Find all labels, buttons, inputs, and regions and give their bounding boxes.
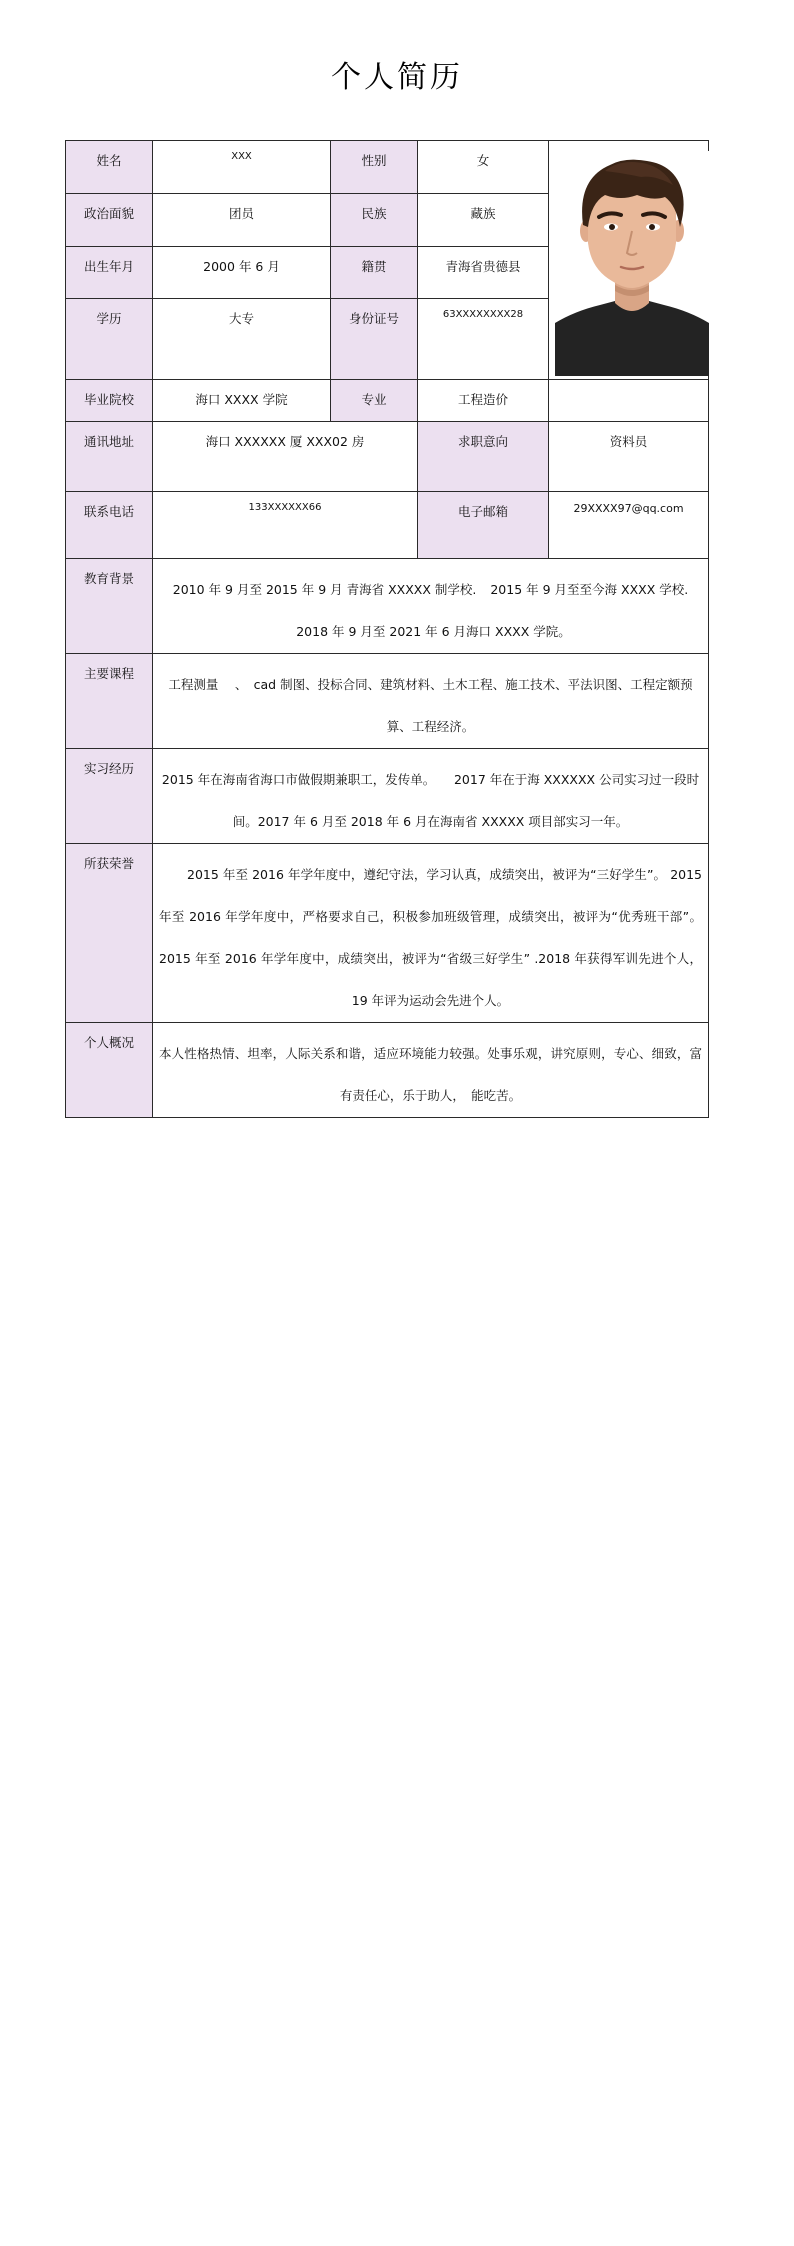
school-label: 毕业院校 bbox=[66, 380, 153, 422]
phone-label: 联系电话 bbox=[66, 492, 153, 559]
internship-label: 实习经历 bbox=[66, 749, 153, 844]
id-number-value: 63XXXXXXXX28 bbox=[418, 298, 549, 379]
address-label: 通讯地址 bbox=[66, 422, 153, 492]
gender-value: 女 bbox=[418, 141, 549, 194]
education-level-label: 学历 bbox=[66, 298, 153, 379]
email-value: 29XXXX97@qq.com bbox=[549, 492, 709, 559]
job-intention-value: 资料员 bbox=[549, 422, 709, 492]
email-label: 电子邮箱 bbox=[418, 492, 549, 559]
personal-summary-label: 个人概况 bbox=[66, 1023, 153, 1118]
job-intention-label: 求职意向 bbox=[418, 422, 549, 492]
education-background-text bbox=[153, 559, 709, 654]
portrait-illustration bbox=[555, 151, 709, 376]
phone-value: 133XXXXXX66 bbox=[153, 492, 418, 559]
id-number-label: 身份证号 bbox=[331, 298, 418, 379]
education-line-1: 2010 年 9 月至 2015 年 9 月 青海省 XXXXX 制学校. bbox=[172, 582, 477, 597]
personal-summary-text: 本人性格热情、坦率，人际关系和谐，适应环境能力较强。处事乐观，讲究原则，专心、细致，富有责任心，乐于助人， 能吃苦。 bbox=[153, 1023, 709, 1118]
native-place-value: 青海省贵德县 bbox=[418, 246, 549, 298]
political-value: 团员 bbox=[153, 193, 331, 246]
native-place-label: 籍贯 bbox=[331, 246, 418, 298]
major-value: 工程造价 bbox=[418, 380, 549, 422]
address-value: 海口 XXXXXX 厦 XXX02 房 bbox=[153, 422, 418, 492]
courses-label: 主要课程 bbox=[66, 654, 153, 749]
resume-table bbox=[65, 140, 709, 1118]
major-label: 专业 bbox=[331, 380, 418, 422]
name-value: XXX bbox=[153, 141, 331, 194]
birth-value: 2000 年 6 月 bbox=[153, 246, 331, 298]
education-level-value: 大专 bbox=[153, 298, 331, 379]
ethnicity-label: 民族 bbox=[331, 193, 418, 246]
gender-label: 性别 bbox=[331, 141, 418, 194]
page-title: 个人简历 bbox=[331, 60, 463, 95]
honors-text: 2015 年至 2016 年学年度中，遵纪守法，学习认真，成绩突出，被评为“三好学生”。 2015 年至 2016 年学年度中，严格要求自己，积极参加班级管理，成绩突出，被评为“优秀班干部”。2015 年至 2016 年学年度中，成绩突出，被评为“省级三好学生” .2018 年获得军训先进个人，19 年评为运动会先进个人。 bbox=[153, 844, 709, 1023]
ethnicity-value: 藏族 bbox=[418, 193, 549, 246]
education-background-label: 教育背景 bbox=[66, 559, 153, 654]
name-label: 姓名 bbox=[66, 141, 153, 194]
political-label: 政治面貌 bbox=[66, 193, 153, 246]
education-line-3: 2018 年 9 月至 2021 年 6 月海口 XXXX 学院。 bbox=[296, 624, 571, 639]
photo-bottom-cell bbox=[549, 380, 709, 422]
honors-label: 所获荣誉 bbox=[66, 844, 153, 1023]
education-line-2: 2015 年 9 月至至今海 XXXX 学校. bbox=[490, 582, 689, 597]
birth-label: 出生年月 bbox=[66, 246, 153, 298]
school-value: 海口 XXXX 学院 bbox=[153, 380, 331, 422]
internship-text: 2015 年在海南省海口市做假期兼职工，发传单。 2017 年在于海 XXXXXX 公司实习过一段时间。2017 年 6 月至 2018 年 6 月在海南省 XXXXX 项目部实习一年。 bbox=[153, 749, 709, 844]
portrait-photo bbox=[549, 141, 709, 380]
courses-text: 工程测量 、 cad 制图、投标合同、建筑材料、土木工程、施工技术、平法识图、工程定额预算、工程经济。 bbox=[153, 654, 709, 749]
